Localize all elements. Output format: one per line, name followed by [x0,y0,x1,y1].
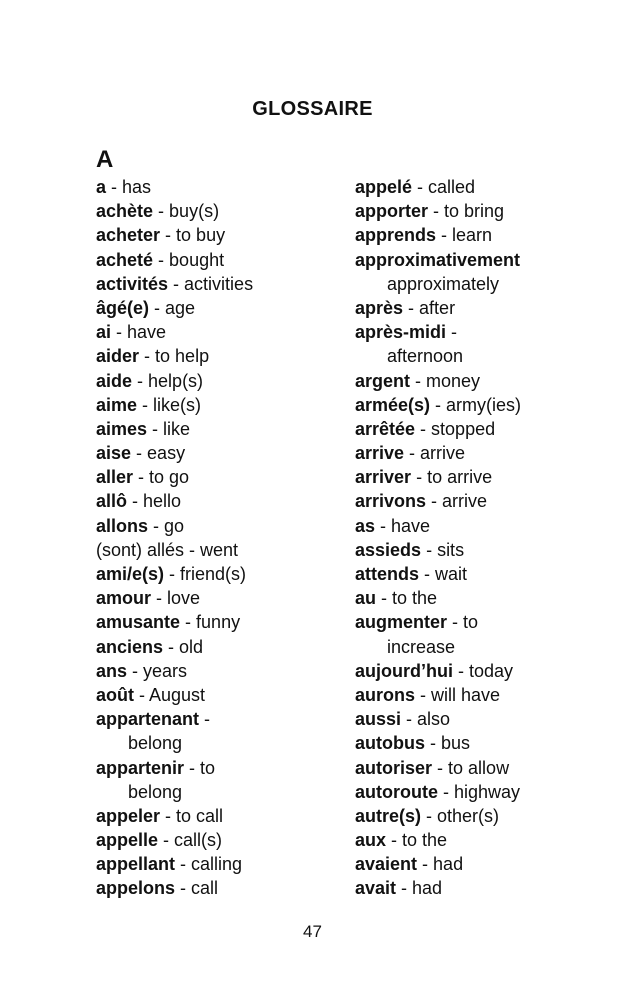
glossary-entry [96,175,253,199]
glossary-entry [96,635,253,659]
glossary-term: apporter [355,201,429,222]
separator: - [184,757,201,778]
glossary-entry [96,586,253,610]
glossary-term: allons [96,515,149,536]
glossary-definition: like(s) [153,394,202,415]
glossary-entry [355,828,521,852]
glossary-definition: called [428,177,476,197]
glossary-definition: to bring [444,201,505,222]
glossary-term: autoriser [355,757,433,778]
glossary-definition: easy [147,443,186,464]
glossary-term: amusante [96,612,181,633]
glossary-entry [355,441,521,465]
glossary-entry [355,489,521,513]
separator: - [153,249,170,270]
glossary-definition: love [167,588,201,609]
separator: - [151,588,168,609]
separator: - [453,660,469,681]
glossary-definition: to call [176,805,224,826]
separator: - [133,467,150,488]
glossary-term: autobus [355,733,425,754]
glossary-definition: call [191,878,219,899]
glossary-entry [96,489,253,513]
page-title: GLOSSAIRE [252,98,373,120]
glossary-definition: today [469,660,514,681]
separator: - [386,830,403,851]
glossary-entry [96,465,253,489]
glossary-entry [96,659,253,683]
glossary-definition: other(s) [437,805,500,826]
glossary-entry [355,586,521,610]
separator: - [403,297,420,318]
glossary-definition-continued: afternoon [387,346,464,367]
glossary-definition: hello [143,491,182,512]
glossary-entry [96,876,253,900]
glossary-definition: after [419,297,456,318]
separator: - [111,322,128,343]
glossary-entry [355,175,521,199]
glossary-entry [96,393,253,417]
glossary-definition: (sont) allés - went [96,539,239,560]
separator: - [430,394,447,415]
glossary-term: appelons [96,878,176,899]
separator: - [163,636,180,657]
separator: - [137,394,154,415]
separator: - [415,684,432,705]
separator: - [175,854,192,875]
glossary-term: assieds [355,539,422,560]
glossary-term: appeler [96,805,161,826]
glossary-term: appartenir [96,757,185,778]
glossary-column-right [355,175,521,901]
separator: - [376,588,393,609]
separator: - [432,757,449,778]
glossary-entry [96,852,253,876]
glossary-term: attends [355,564,420,584]
glossary-entry [96,296,253,320]
glossary-entry [355,393,521,417]
glossary-entry [355,756,521,780]
glossary-entry [96,320,253,344]
glossary-term: après-midi [355,322,447,343]
glossary-definition: have [391,515,431,536]
glossary-definition: buy(s) [169,201,220,222]
separator: - [410,370,427,391]
glossary-definition-continued: approximately [387,273,500,294]
glossary-term: aux [355,830,387,851]
glossary-definition: sits [437,539,465,560]
glossary-entry [96,538,253,562]
separator: - [428,201,445,222]
separator: - [401,709,418,730]
glossary-entry [355,659,521,683]
glossary-term: appartenant [96,709,200,730]
glossary-term: arriver [355,467,412,488]
glossary-entry [355,465,521,489]
glossary-entry [96,272,253,296]
glossary-term: aime [96,394,138,415]
glossary-term: avaient [355,854,418,875]
glossary-definition: to [200,757,216,778]
glossary-entry [355,562,521,586]
glossary-definition: also [417,709,451,730]
separator: - [375,515,392,536]
glossary-term: arrivons [355,491,427,512]
glossary-entry [355,223,521,247]
glossary-entry [355,248,521,272]
page-number: 47 [303,922,322,941]
glossary-entry [96,514,253,538]
glossary-entry [355,538,521,562]
separator: - [415,418,432,439]
separator: - [164,564,181,584]
glossary-definition: have [127,322,167,343]
glossary-entry [96,610,253,634]
glossary-term: allô [96,491,128,512]
separator: - [160,805,177,826]
glossary-definition: friend(s) [180,564,247,584]
glossary-definition: stopped [431,418,496,439]
glossary-term: aussi [355,709,402,730]
glossary-definition: had [412,878,443,899]
glossary-term: appellant [96,854,176,875]
glossary-definition: to the [392,588,438,609]
glossary-entry [96,248,253,272]
glossary-entry [355,320,521,344]
separator: - [168,273,185,294]
separator: - [127,491,144,512]
glossary-entry [96,804,253,828]
glossary-entry [355,296,521,320]
separator: - [106,177,123,197]
glossary-term: aider [96,346,140,367]
separator: - [421,805,438,826]
separator: - [153,201,170,222]
glossary-definition: to the [402,830,448,851]
glossary-term: autre(s) [355,805,422,826]
glossary-term: aise [96,443,132,464]
glossary-term: arrive [355,443,405,464]
glossary-definition: has [122,177,152,197]
separator: - [438,781,454,802]
separator: - [417,854,434,875]
glossary-definition-continued: belong [128,733,183,754]
glossary-entry [355,852,521,876]
glossary-entry [355,731,521,755]
glossary-entry [355,199,521,223]
glossary-definition: army(ies) [446,394,522,415]
separator: - [127,660,144,681]
separator: - [160,225,177,246]
glossary-definition: activities [184,273,254,294]
glossary-definition: to help [155,346,210,367]
glossary-term: aimes [96,418,148,439]
glossary-entry [355,514,521,538]
glossary-definition: old [179,636,204,657]
glossary-term: as [355,515,376,536]
glossary-definition: funny [196,612,241,633]
glossary-definition: years [143,660,188,681]
glossary-term: après [355,297,404,318]
glossary-entry [96,223,253,247]
glossary-term: au [355,588,377,609]
glossary-term: appelle [96,830,159,851]
glossary-entry [355,610,521,634]
glossary-term: ans [96,660,128,681]
glossary-term: aide [96,370,133,391]
glossary-entry [355,683,521,707]
separator: - [396,878,413,899]
glossary-term: achète [96,201,154,222]
glossary-definition-continued: increase [387,636,456,657]
glossary-term: argent [355,370,411,391]
separator: - [134,684,150,705]
separator: - [404,443,421,464]
glossary-definition: had [433,854,464,875]
glossary-definition: money [426,370,481,391]
glossary-definition: arrive [442,491,488,512]
separator: - [139,346,156,367]
glossary-entry [355,876,521,900]
glossary-definition: wait [435,564,468,584]
glossary-term: autoroute [355,781,438,802]
glossary-definition: learn [452,225,493,246]
glossary-term: approximativement [355,249,521,270]
glossary-entry [96,707,253,731]
glossary-entry [96,344,253,368]
glossary-definition: to buy [176,225,226,246]
glossary-term: anciens [96,636,164,657]
separator: - [147,418,164,439]
glossary-definition: to arrive [427,467,493,488]
glossary-definition: go [164,515,185,536]
separator: - [132,370,149,391]
glossary-entry [96,828,253,852]
separator: - [412,177,429,197]
glossary-definition: call(s) [174,830,223,851]
glossary-definition-continued: belong [128,781,183,802]
glossary-term: aller [96,467,134,488]
separator: - [411,467,428,488]
section-letter: A [96,146,114,173]
separator: - [158,830,175,851]
glossary-definition: arrive [420,443,466,464]
glossary-definition: to [463,612,479,633]
glossary-definition: calling [191,854,243,875]
glossary-definition: highway [454,781,521,802]
glossary-entry [355,369,521,393]
glossary-definition: to go [149,467,190,488]
glossary-definition: like [163,418,191,439]
separator: - [175,878,192,899]
glossary-term: armée(s) [355,394,431,415]
glossary-column-left [96,175,253,901]
separator: - [425,733,441,754]
glossary-term: amour [96,588,152,609]
glossary-term: avait [355,878,397,899]
glossary-term: ami/e(s) [96,564,165,584]
glossary-entry [96,199,253,223]
glossary-definition: August [149,684,206,705]
glossary-entry [355,780,521,804]
separator: - [446,322,458,343]
glossary-entry [96,441,253,465]
separator: - [421,539,438,560]
separator: - [199,709,211,730]
glossary-entry [96,756,253,780]
glossary-term: août [96,684,134,705]
glossary-term: aujourd’hui [355,660,453,681]
glossary-definition: bus [441,733,471,754]
separator: - [148,515,165,536]
glossary-entry [355,707,521,731]
separator: - [436,225,453,246]
separator: - [426,491,443,512]
separator: - [180,612,197,633]
glossary-definition: will have [431,684,501,705]
glossary-term: appelé [355,177,413,197]
glossary-term: activités [96,273,169,294]
glossary-definition: bought [169,249,225,270]
separator: - [131,443,148,464]
glossary-definition: help(s) [148,370,204,391]
glossary-term: aurons [355,684,416,705]
glossary-entry [96,369,253,393]
glossary-entry [96,562,253,586]
glossary-term: arrêtée [355,418,416,439]
glossary-entry [355,417,521,441]
glossary-entry [355,804,521,828]
glossary-entry [96,417,253,441]
glossary-term: ai [96,322,112,343]
glossary-term: augmenter [355,612,448,633]
glossary-term: acheté [96,249,154,270]
glossary-term: a [96,177,107,197]
glossary-term: apprends [355,225,437,246]
glossary-term: acheter [96,225,161,246]
glossary-definition: to allow [448,757,510,778]
separator: - [419,564,436,584]
separator: - [447,612,464,633]
separator: - [149,297,166,318]
glossary-entry [96,683,253,707]
glossary-definition: age [165,297,196,318]
glossary-term: âgé(e) [96,297,150,318]
